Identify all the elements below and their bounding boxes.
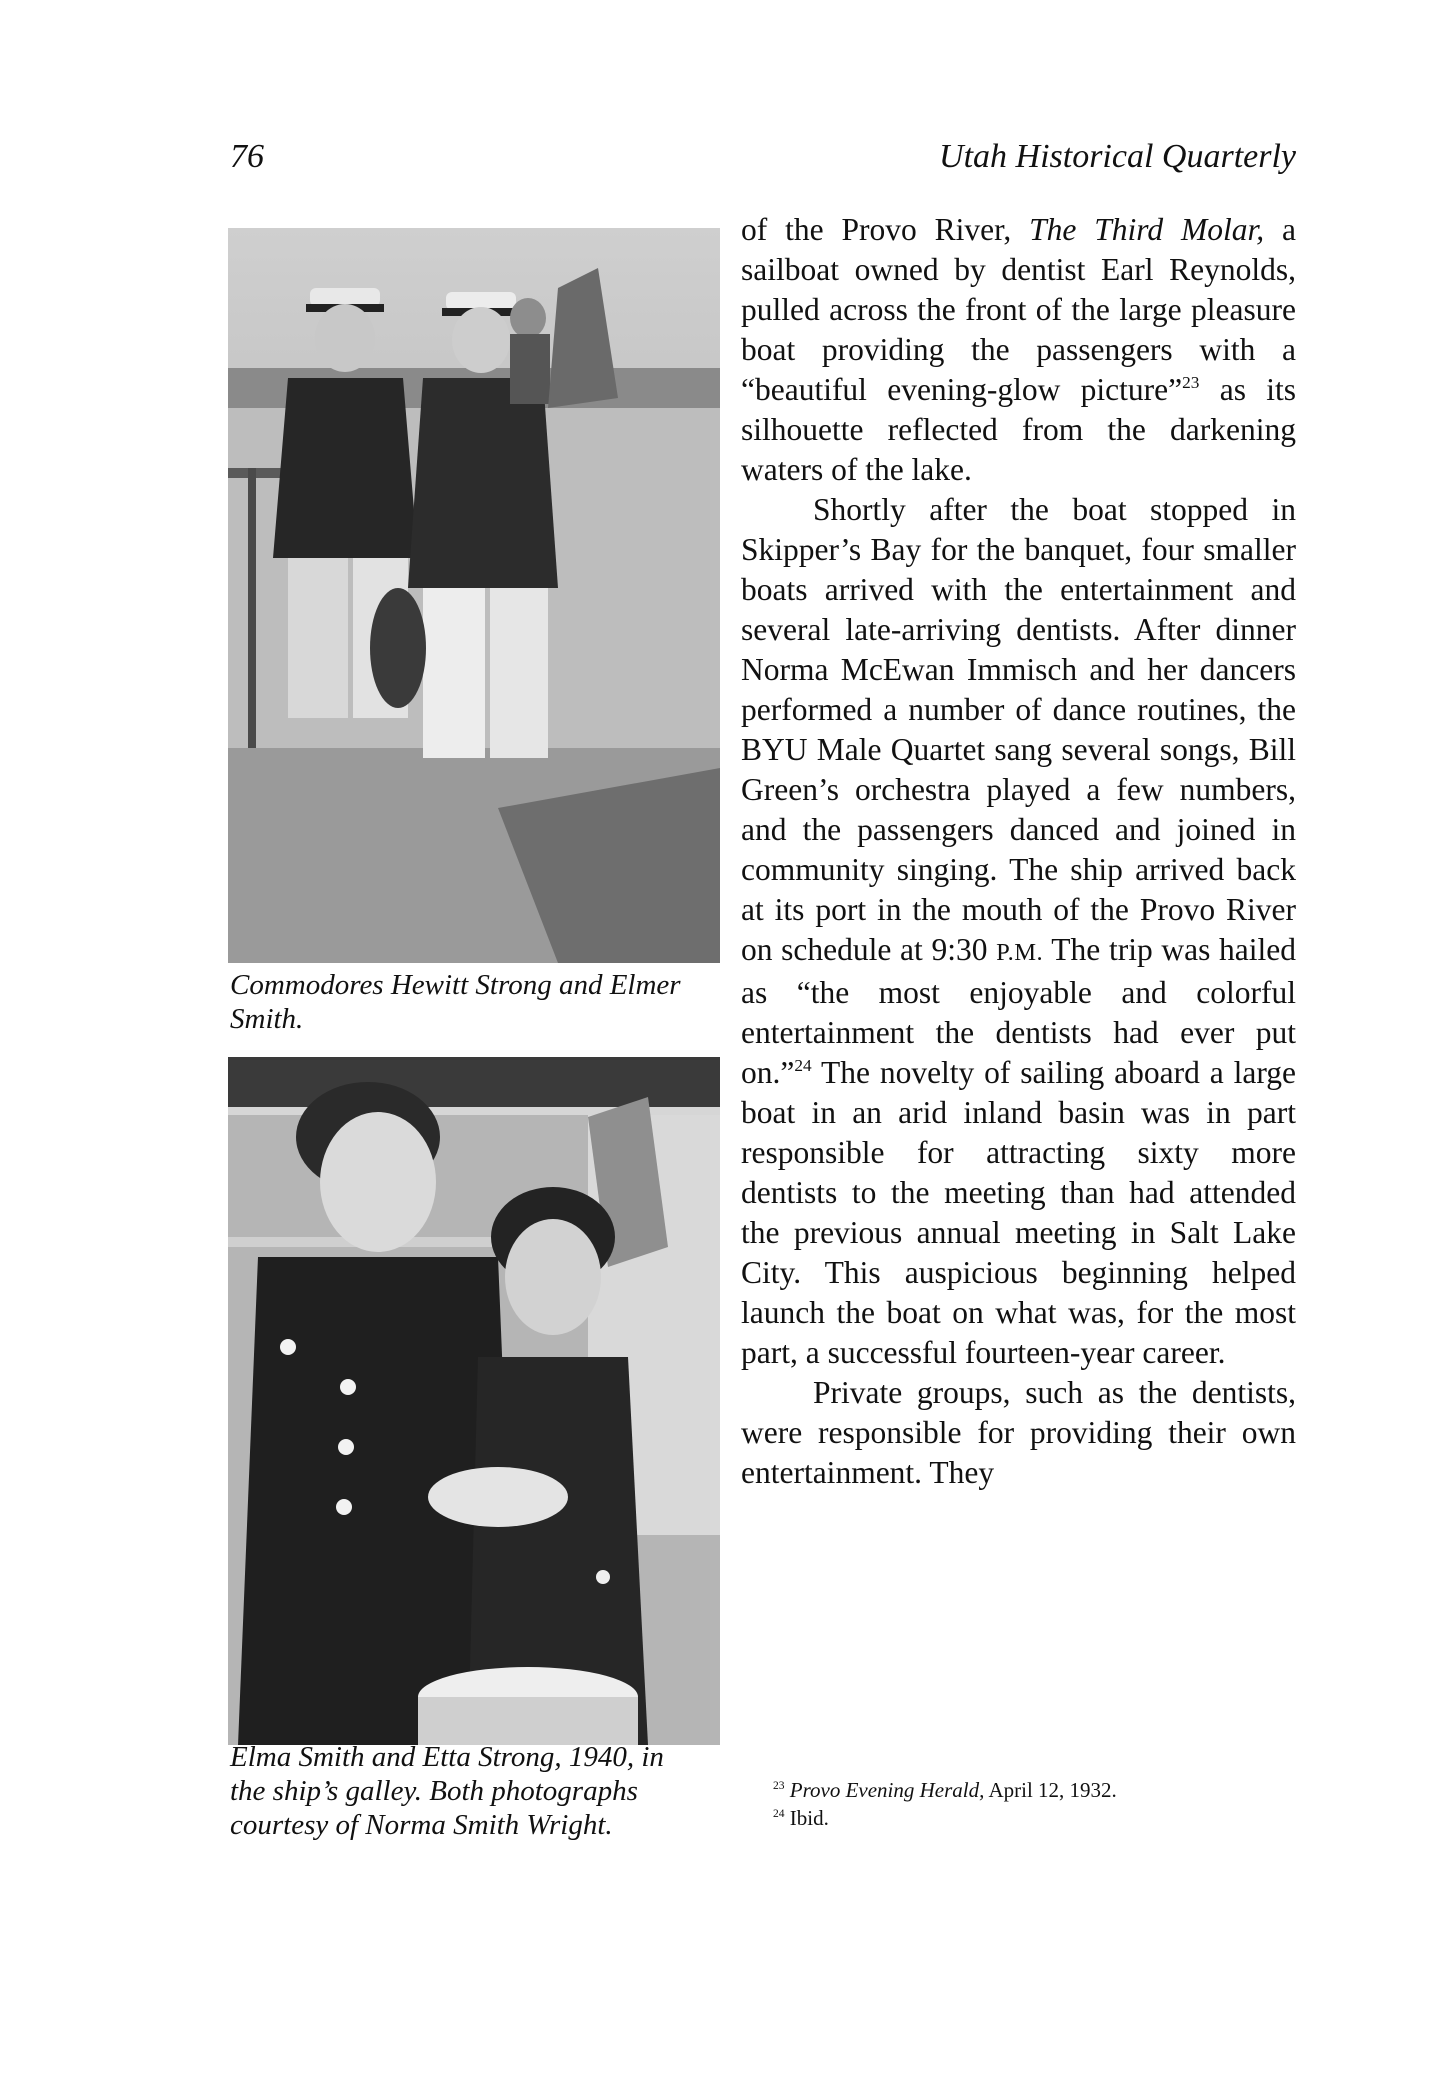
photo-two-commodores-on-boat-deck-icon bbox=[228, 228, 720, 963]
paragraph-2 bbox=[741, 490, 1296, 1373]
footnote-ref-24: 24 bbox=[794, 1055, 812, 1075]
footnote-text: April 12, 1932. bbox=[984, 1778, 1117, 1802]
text-run: a sailboat owned by dentist Earl Reynolds, pulled across the front of the large pleasure boat providing the passengers with a “beautiful evening-glow picture” bbox=[741, 212, 1297, 407]
footnotes bbox=[741, 1776, 1296, 1832]
paragraph-3: Private groups, such as the dentists, were responsible for providing their own entertainment. They bbox=[741, 1375, 1296, 1490]
running-head: Utah Historical Quarterly bbox=[939, 138, 1296, 175]
photo-galley bbox=[228, 1057, 720, 1745]
paragraph-1 bbox=[741, 210, 1296, 490]
text-run: as its silhouette reflected from the darkening waters of the lake. bbox=[741, 372, 1296, 487]
footnote-text: Ibid. bbox=[784, 1806, 829, 1830]
caption-commodores: Commodores Hewitt Strong and Elmer Smith. bbox=[230, 969, 681, 1035]
page-number: 76 bbox=[230, 138, 264, 175]
footnote-23 bbox=[741, 1776, 1296, 1804]
photo-commodores bbox=[228, 228, 720, 963]
text-run: Shortly after the boat stopped in Skipper’s Bay for the banquet, four smaller boats arrived with the entertainment and several late-arriving dentists. After dinner Norma McEwan Immisch and her dancers performed a number of dance routines, the BYU Male Quartet sang several songs, Bill Green’s orchestra played a few numbers, and the passengers danced and joined in community singing. The ship arrived back at its port in the mouth of the Provo River on schedule at 9:30 bbox=[741, 492, 1296, 967]
footnote-number: 24 bbox=[773, 1807, 785, 1820]
footnote-number: 23 bbox=[773, 1779, 785, 1792]
footnote-24 bbox=[741, 1804, 1296, 1832]
caption-galley: Elma Smith and Etta Strong, 1940, in the ship’s galley. Both photographs courtesy of Norma Smith Wright. bbox=[230, 1741, 664, 1841]
footnote-ref-23: 23 bbox=[1182, 372, 1200, 392]
photo-two-women-in-galley-icon bbox=[228, 1057, 720, 1745]
text-run: The trip was hailed as “the most enjoyable and colorful entertainment the dentists had ever put on.” bbox=[741, 932, 1296, 1090]
time-suffix: P.M. bbox=[996, 939, 1044, 966]
article-body bbox=[741, 210, 1296, 1493]
footnote-source: Provo Evening Herald, bbox=[789, 1778, 985, 1802]
text-run: The novelty of sailing aboard a large boat in an arid inland basin was in part responsible for attracting sixty more dentists to the meeting than had attended the previous annual meeting in Salt Lake City. This auspicious beginning helped launch the boat on what was, for the most part, a successful fourteen-year career. bbox=[741, 1055, 1296, 1370]
boat-name: The Third Molar, bbox=[1029, 212, 1265, 247]
text-run: of the Provo River, bbox=[741, 212, 1030, 247]
